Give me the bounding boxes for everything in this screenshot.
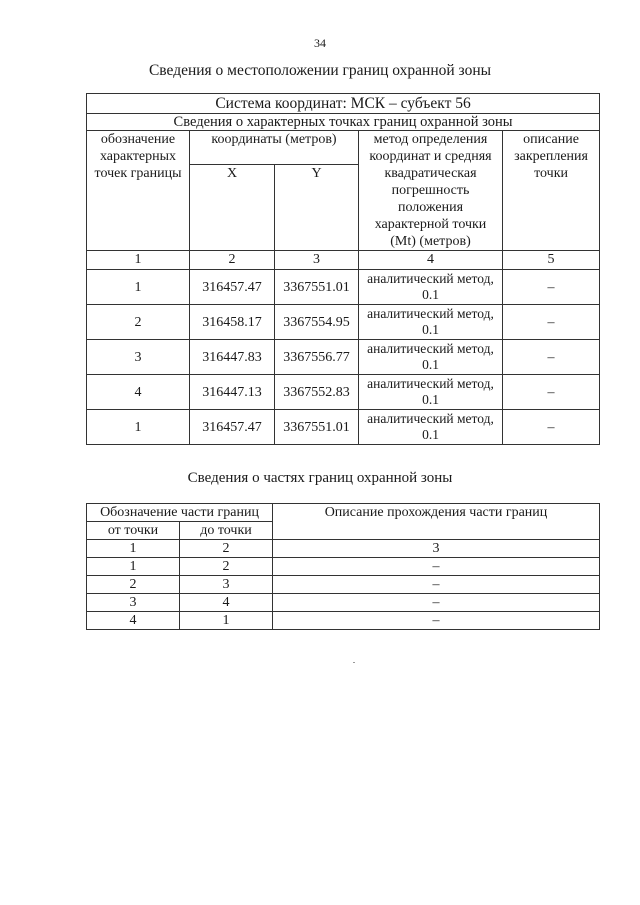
x-cell: 316458.17 bbox=[190, 305, 275, 340]
col-header-coords: координаты (метров) bbox=[190, 131, 359, 165]
table-row bbox=[87, 558, 600, 576]
col-header-from: от точки bbox=[87, 522, 180, 540]
x-cell: 316457.47 bbox=[190, 410, 275, 445]
method-cell: аналитический метод, 0.1 bbox=[359, 340, 503, 375]
col-number: 2 bbox=[180, 540, 273, 558]
to-cell: 4 bbox=[180, 594, 273, 612]
col-number: 3 bbox=[275, 251, 359, 270]
x-cell: 316447.83 bbox=[190, 340, 275, 375]
table-row bbox=[87, 594, 600, 612]
table-row bbox=[87, 576, 600, 594]
y-cell: 3367551.01 bbox=[275, 270, 359, 305]
table-row bbox=[87, 305, 600, 340]
method-cell: аналитический метод, 0.1 bbox=[359, 375, 503, 410]
col-header-part: Обозначение части границ bbox=[87, 504, 273, 522]
method-cell: аналитический метод, 0.1 bbox=[359, 270, 503, 305]
col-number: 1 bbox=[87, 540, 180, 558]
section-title-parts: Сведения о частях границ охранной зоны bbox=[187, 470, 453, 486]
desc-cell: – bbox=[503, 305, 600, 340]
point-cell: 1 bbox=[87, 410, 190, 445]
table-row bbox=[87, 612, 600, 630]
point-cell: 3 bbox=[87, 340, 190, 375]
desc-cell: – bbox=[273, 576, 600, 594]
method-cell: аналитический метод, 0.1 bbox=[359, 305, 503, 340]
desc-cell: – bbox=[273, 558, 600, 576]
from-cell: 1 bbox=[87, 558, 180, 576]
col-number: 1 bbox=[87, 251, 190, 270]
col-header-y: Y bbox=[275, 165, 359, 251]
col-header-point: обозначение характерных точек границы bbox=[87, 131, 190, 251]
desc-cell: – bbox=[503, 340, 600, 375]
from-cell: 4 bbox=[87, 612, 180, 630]
table-row bbox=[87, 270, 600, 305]
page-number: 34 bbox=[314, 36, 326, 50]
point-cell: 2 bbox=[87, 305, 190, 340]
section-header: Сведения о характерных точках границ охранной зоны bbox=[87, 114, 600, 131]
y-cell: 3367552.83 bbox=[275, 375, 359, 410]
y-cell: 3367554.95 bbox=[275, 305, 359, 340]
boundary-parts-table bbox=[86, 503, 600, 630]
table-row bbox=[87, 375, 600, 410]
document-title: Сведения о местоположении границ охранной зоны bbox=[148, 62, 492, 79]
to-cell: 3 bbox=[180, 576, 273, 594]
scan-speck bbox=[353, 662, 355, 663]
table-row bbox=[87, 340, 600, 375]
col-header-desc: Описание прохождения части границ bbox=[273, 504, 600, 540]
col-header-x: X bbox=[190, 165, 275, 251]
boundary-points-table bbox=[86, 93, 600, 445]
coordinate-system-header: Система координат: МСК – субъект 56 bbox=[87, 94, 600, 114]
col-header-to: до точки bbox=[180, 522, 273, 540]
y-cell: 3367551.01 bbox=[275, 410, 359, 445]
x-cell: 316457.47 bbox=[190, 270, 275, 305]
desc-cell: – bbox=[273, 612, 600, 630]
col-number: 4 bbox=[359, 251, 503, 270]
desc-cell: – bbox=[503, 270, 600, 305]
col-header-desc: описание закрепления точки bbox=[503, 131, 600, 251]
col-header-method: метод определения координат и средняя квадратическая погрешность положения характерной точки (Mt) (метров) bbox=[359, 131, 503, 251]
table-row bbox=[87, 410, 600, 445]
col-number: 5 bbox=[503, 251, 600, 270]
to-cell: 1 bbox=[180, 612, 273, 630]
col-number: 2 bbox=[190, 251, 275, 270]
y-cell: 3367556.77 bbox=[275, 340, 359, 375]
point-cell: 4 bbox=[87, 375, 190, 410]
from-cell: 2 bbox=[87, 576, 180, 594]
method-cell: аналитический метод, 0.1 bbox=[359, 410, 503, 445]
to-cell: 2 bbox=[180, 558, 273, 576]
desc-cell: – bbox=[273, 594, 600, 612]
desc-cell: – bbox=[503, 410, 600, 445]
point-cell: 1 bbox=[87, 270, 190, 305]
from-cell: 3 bbox=[87, 594, 180, 612]
x-cell: 316447.13 bbox=[190, 375, 275, 410]
col-number: 3 bbox=[273, 540, 600, 558]
desc-cell: – bbox=[503, 375, 600, 410]
